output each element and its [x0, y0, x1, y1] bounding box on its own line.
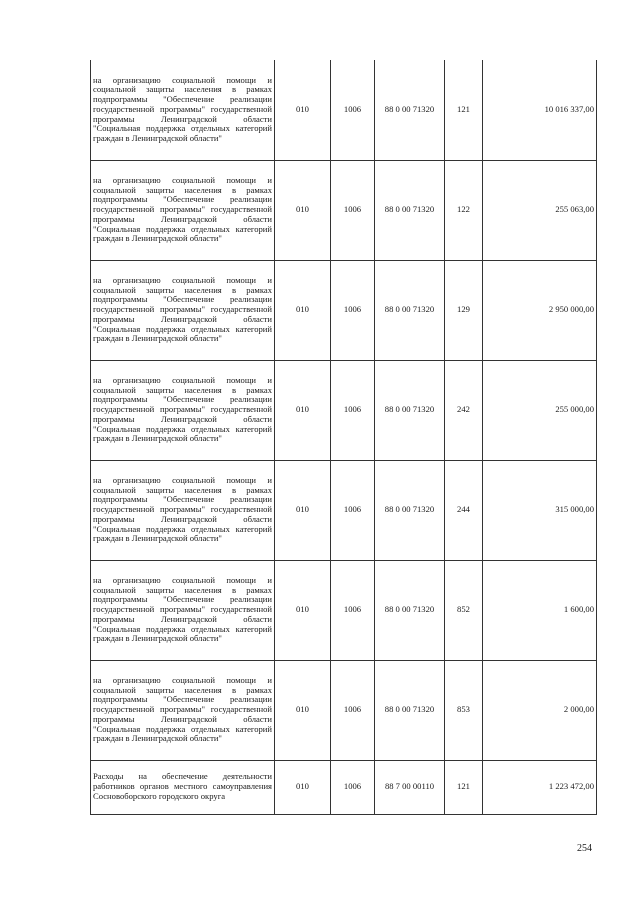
row-expense-type: 852	[445, 560, 483, 660]
budget-table	[90, 60, 597, 815]
row-ministry-code: 010	[275, 560, 331, 660]
row-target-code: 88 0 00 71320	[375, 360, 445, 460]
row-ministry-code: 010	[275, 260, 331, 360]
row-section-code: 1006	[331, 260, 375, 360]
row-section-code: 1006	[331, 160, 375, 260]
row-section-code: 1006	[331, 60, 375, 160]
table-row	[91, 760, 597, 814]
row-section-code: 1006	[331, 460, 375, 560]
row-ministry-code: 010	[275, 460, 331, 560]
row-amount: 1 600,00	[483, 560, 597, 660]
row-amount: 255 000,00	[483, 360, 597, 460]
row-amount: 1 223 472,00	[483, 760, 597, 814]
row-expense-type: 244	[445, 460, 483, 560]
row-section-code: 1006	[331, 360, 375, 460]
page-number: 254	[577, 843, 592, 854]
row-description: на организацию социальной помощи и социальной защиты населения в рамках подпрограммы "Обеспечение реализации государственной программы" государственной программы Ленинградской области "Социальная поддержка отдельных категорий граждан в Ленинградской области"	[91, 60, 275, 160]
table-row	[91, 160, 597, 260]
row-target-code: 88 0 00 71320	[375, 660, 445, 760]
table-row	[91, 560, 597, 660]
row-description: на организацию социальной помощи и социальной защиты населения в рамках подпрограммы "Обеспечение реализации государственной программы" государственной программы Ленинградской области "Социальная поддержка отдельных категорий граждан в Ленинградской области"	[91, 260, 275, 360]
row-expense-type: 121	[445, 760, 483, 814]
row-target-code: 88 0 00 71320	[375, 60, 445, 160]
row-target-code: 88 0 00 71320	[375, 260, 445, 360]
row-expense-type: 242	[445, 360, 483, 460]
row-expense-type: 853	[445, 660, 483, 760]
row-section-code: 1006	[331, 660, 375, 760]
row-expense-type: 121	[445, 60, 483, 160]
row-ministry-code: 010	[275, 160, 331, 260]
table-row	[91, 60, 597, 160]
row-description: на организацию социальной помощи и социальной защиты населения в рамках подпрограммы "Обеспечение реализации государственной программы" государственной программы Ленинградской области "Социальная поддержка отдельных категорий граждан в Ленинградской области"	[91, 360, 275, 460]
table-row	[91, 360, 597, 460]
row-amount: 10 016 337,00	[483, 60, 597, 160]
row-section-code: 1006	[331, 560, 375, 660]
row-description: Расходы на обеспечение деятельности работников органов местного самоуправления Сосновоборского городского округа	[91, 760, 275, 814]
row-target-code: 88 0 00 71320	[375, 460, 445, 560]
row-ministry-code: 010	[275, 360, 331, 460]
row-expense-type: 129	[445, 260, 483, 360]
row-target-code: 88 0 00 71320	[375, 560, 445, 660]
row-description: на организацию социальной помощи и социальной защиты населения в рамках подпрограммы "Обеспечение реализации государственной программы" государственной программы Ленинградской области "Социальная поддержка отдельных категорий граждан в Ленинградской области"	[91, 460, 275, 560]
row-target-code: 88 7 00 00110	[375, 760, 445, 814]
row-description: на организацию социальной помощи и социальной защиты населения в рамках подпрограммы "Обеспечение реализации государственной программы" государственной программы Ленинградской области "Социальная поддержка отдельных категорий граждан в Ленинградской области"	[91, 560, 275, 660]
row-ministry-code: 010	[275, 660, 331, 760]
row-target-code: 88 0 00 71320	[375, 160, 445, 260]
row-amount: 255 063,00	[483, 160, 597, 260]
row-ministry-code: 010	[275, 760, 331, 814]
row-description: на организацию социальной помощи и социальной защиты населения в рамках подпрограммы "Обеспечение реализации государственной программы" государственной программы Ленинградской области "Социальная поддержка отдельных категорий граждан в Ленинградской области"	[91, 160, 275, 260]
table-row	[91, 260, 597, 360]
row-amount: 2 950 000,00	[483, 260, 597, 360]
row-description: на организацию социальной помощи и социальной защиты населения в рамках подпрограммы "Обеспечение реализации государственной программы" государственной программы Ленинградской области "Социальная поддержка отдельных категорий граждан в Ленинградской области"	[91, 660, 275, 760]
table-row	[91, 660, 597, 760]
table-row	[91, 460, 597, 560]
row-section-code: 1006	[331, 760, 375, 814]
row-expense-type: 122	[445, 160, 483, 260]
row-ministry-code: 010	[275, 60, 331, 160]
row-amount: 315 000,00	[483, 460, 597, 560]
row-amount: 2 000,00	[483, 660, 597, 760]
